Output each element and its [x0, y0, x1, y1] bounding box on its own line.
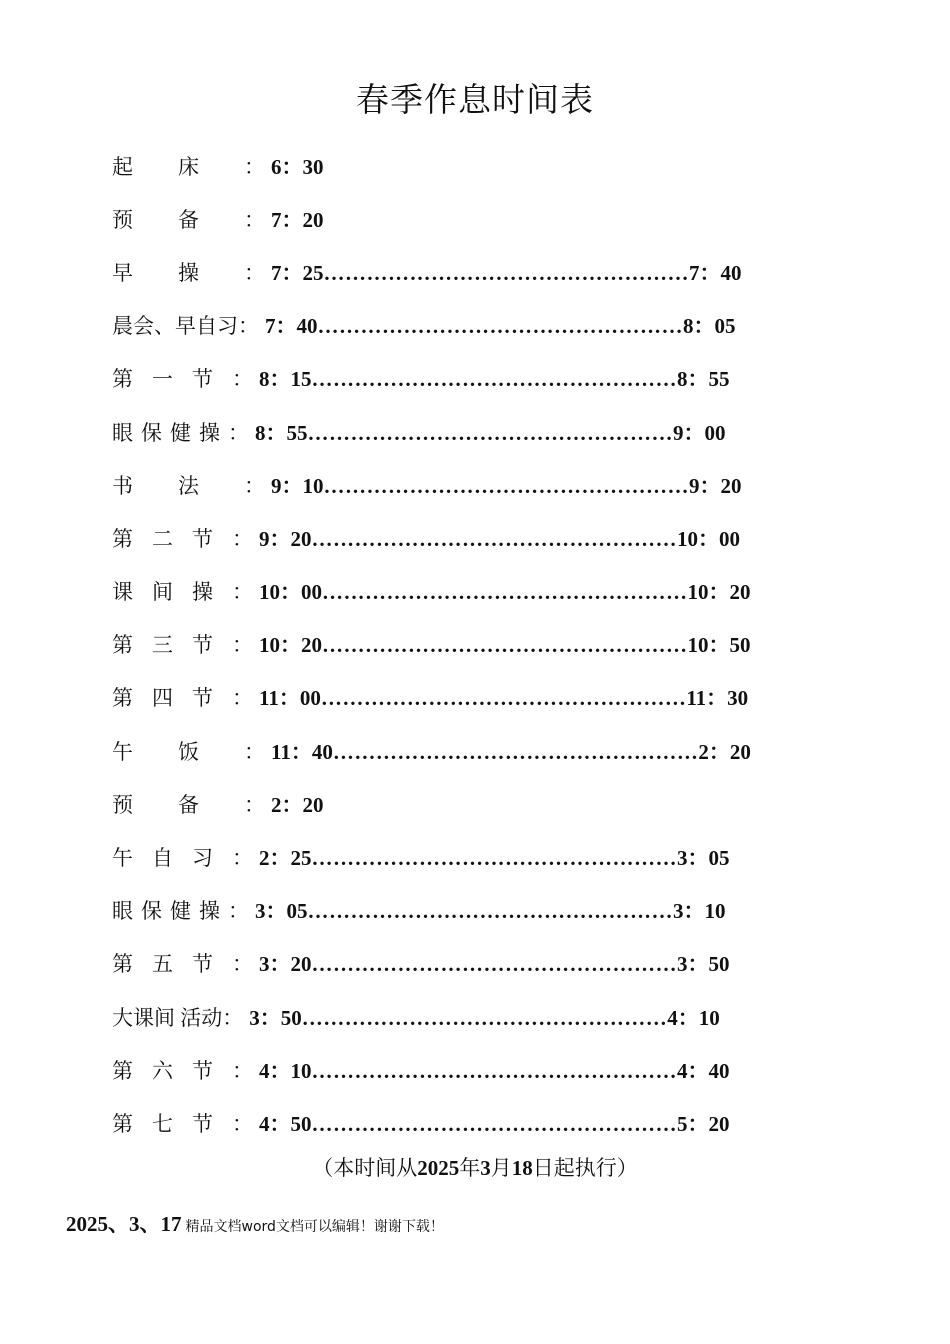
- schedule-colon: ：: [244, 207, 265, 232]
- schedule-start-time: 9：10: [271, 473, 324, 498]
- schedule-row: [112, 246, 912, 299]
- schedule-label: 第五节: [112, 952, 232, 977]
- schedule-row: [112, 140, 912, 193]
- schedule-start-time: 10：00: [259, 580, 322, 605]
- schedule-end-time: 9：00: [673, 420, 726, 445]
- schedule-label: 第三节: [112, 633, 232, 658]
- schedule-row: [112, 672, 912, 725]
- schedule-end-time: 3：10: [673, 899, 726, 924]
- schedule-colon: ：: [232, 633, 253, 658]
- schedule-colon: ：: [232, 686, 253, 711]
- note-month: 3: [480, 1156, 491, 1180]
- schedule-start-time: 7：20: [271, 207, 324, 232]
- schedule-row: [112, 885, 912, 938]
- schedule-end-time: 5：20: [677, 1111, 730, 1136]
- schedule-start-time: 2：25: [259, 846, 312, 871]
- schedule-start-time: 4：10: [259, 1058, 312, 1083]
- footer-text: 精品文档word文档可以编辑！谢谢下载！: [185, 1219, 444, 1235]
- schedule-label: 第一节: [112, 367, 232, 392]
- schedule-row: [112, 566, 912, 619]
- schedule-label: 眼保健操: [112, 420, 228, 445]
- schedule-label: 午自习: [112, 846, 232, 871]
- schedule-label: 大课间 活动: [112, 1005, 223, 1030]
- schedule-leader-dots: ……………………………………………: [317, 314, 683, 339]
- schedule-start-time: 7：40: [265, 314, 318, 339]
- schedule-row: [112, 300, 912, 353]
- note-day: 18: [511, 1156, 533, 1180]
- schedule-start-time: 3：50: [249, 1005, 302, 1030]
- note-year: 2025: [417, 1156, 460, 1180]
- schedule-colon: ：: [244, 739, 265, 764]
- schedule-start-time: 11：40: [271, 739, 333, 764]
- schedule-label: 第二节: [112, 526, 232, 551]
- schedule-row: [112, 459, 912, 512]
- schedule-colon: ：: [232, 1111, 253, 1136]
- schedule-colon: ：: [222, 1005, 244, 1030]
- schedule-colon: ：: [232, 367, 253, 392]
- schedule-start-time: 3：20: [259, 952, 312, 977]
- schedule-start-time: 4：50: [259, 1111, 312, 1136]
- schedule-leader-dots: ……………………………………………: [311, 1058, 677, 1083]
- schedule-row: [112, 193, 912, 246]
- schedule-leader-dots: ……………………………………………: [307, 899, 673, 924]
- schedule-leader-dots: ……………………………………………: [323, 260, 689, 285]
- schedule-label: 书法: [112, 473, 244, 498]
- schedule-leader-dots: ……………………………………………: [311, 952, 677, 977]
- schedule-start-time: 11：00: [259, 686, 321, 711]
- note-month-unit: 月: [490, 1156, 512, 1180]
- schedule-start-time: 10：20: [259, 633, 322, 658]
- schedule-start-time: 8：15: [259, 367, 312, 392]
- schedule-leader-dots: ……………………………………………: [311, 1111, 677, 1136]
- schedule-end-time: 8：05: [683, 314, 736, 339]
- schedule-end-time: 10：20: [687, 580, 751, 605]
- schedule-leader-dots: ……………………………………………: [322, 633, 688, 658]
- schedule-colon: ：: [228, 420, 249, 445]
- schedule-colon: ：: [244, 792, 265, 817]
- schedule-leader-dots: ……………………………………………: [307, 420, 673, 445]
- schedule-row: [112, 619, 912, 672]
- schedule-label: 眼保健操: [112, 899, 228, 924]
- schedule-leader-dots: ……………………………………………: [311, 846, 677, 871]
- schedule-row: [112, 725, 912, 778]
- schedule-colon: ：: [238, 314, 259, 339]
- schedule-label: 预备: [112, 207, 244, 232]
- schedule-label: 第四节: [112, 686, 232, 711]
- schedule-leader-dots: ……………………………………………: [311, 367, 677, 392]
- schedule-leader-dots: ……………………………………………: [301, 1005, 668, 1030]
- schedule-colon: ：: [228, 899, 249, 924]
- schedule-row: [112, 991, 912, 1044]
- schedule-start-time: 6：30: [271, 154, 324, 179]
- schedule-colon: ：: [232, 580, 253, 605]
- schedule-leader-dots: ……………………………………………: [322, 580, 688, 605]
- schedule-leader-dots: ……………………………………………: [320, 686, 687, 711]
- schedule-label: 午饭: [112, 739, 244, 764]
- schedule-colon: ：: [232, 526, 253, 551]
- page-title: 春季作息时间表: [356, 80, 594, 119]
- schedule-end-time: 3：05: [677, 846, 730, 871]
- schedule-label: 第六节: [112, 1058, 232, 1083]
- schedule-label: 早操: [112, 260, 244, 285]
- schedule-label: 预备: [112, 792, 244, 817]
- schedule-row: [112, 512, 912, 565]
- schedule-start-time: 8：55: [255, 420, 308, 445]
- schedule-end-time: 11：30: [686, 686, 749, 711]
- schedule-colon: ：: [232, 952, 253, 977]
- schedule-start-time: 2：20: [271, 792, 324, 817]
- schedule-end-time: 10：50: [687, 633, 751, 658]
- schedule-end-time: 4：40: [677, 1058, 730, 1083]
- schedule-row: [112, 353, 912, 406]
- note-close: 日起执行）: [532, 1156, 638, 1180]
- schedule-colon: ：: [244, 154, 265, 179]
- schedule-colon: ：: [232, 846, 253, 871]
- schedule-label: 课间操: [112, 580, 232, 605]
- schedule-row: [112, 778, 912, 831]
- footer: [66, 1208, 444, 1238]
- schedule-end-time: 9：20: [689, 473, 742, 498]
- schedule-start-time: 7：25: [271, 260, 324, 285]
- schedule-start-time: 3：05: [255, 899, 308, 924]
- schedule-end-time: 3：50: [677, 952, 730, 977]
- schedule-colon: ：: [244, 260, 265, 285]
- schedule-row: [112, 938, 912, 991]
- schedule-list: [112, 140, 912, 1151]
- footer-date: 2025、3、17: [66, 1212, 182, 1236]
- schedule-row: [112, 831, 912, 884]
- schedule-row: [112, 1044, 912, 1097]
- note-open: （本时间从: [312, 1156, 418, 1180]
- schedule-leader-dots: ……………………………………………: [311, 526, 677, 551]
- schedule-label: 第七节: [112, 1111, 232, 1136]
- note-year-unit: 年: [459, 1156, 481, 1180]
- schedule-end-time: 10：00: [677, 526, 740, 551]
- schedule-end-time: 4：10: [667, 1005, 720, 1030]
- schedule-row: [112, 1097, 912, 1150]
- schedule-colon: ：: [244, 473, 265, 498]
- effective-date-note: [0, 1152, 950, 1182]
- schedule-label: 晨会、早自习: [112, 314, 238, 339]
- schedule-label: 起床: [112, 154, 244, 179]
- schedule-end-time: 7：40: [689, 260, 742, 285]
- schedule-leader-dots: ……………………………………………: [332, 739, 699, 764]
- schedule-end-time: 8：55: [677, 367, 730, 392]
- schedule-end-time: 2：20: [698, 739, 751, 764]
- schedule-colon: ：: [232, 1058, 253, 1083]
- schedule-leader-dots: ……………………………………………: [323, 473, 689, 498]
- schedule-start-time: 9：20: [259, 526, 312, 551]
- schedule-row: [112, 406, 912, 459]
